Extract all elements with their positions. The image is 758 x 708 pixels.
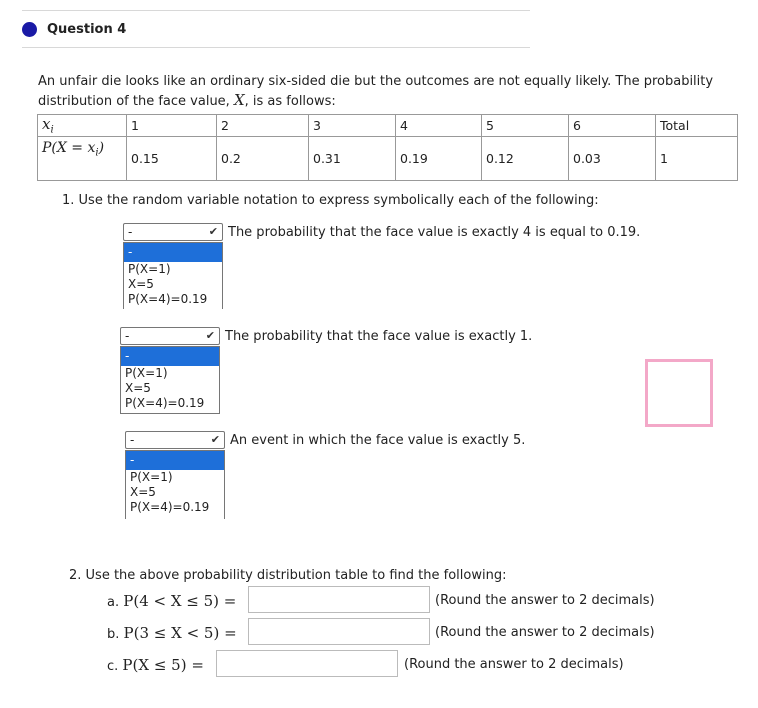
option[interactable]: - bbox=[126, 451, 224, 470]
option[interactable]: P(X=1) bbox=[128, 262, 171, 276]
part2-item-b: b. P(3 ≤ X < 5) = bbox=[107, 624, 237, 642]
chevron-down-icon: ✔ bbox=[208, 225, 218, 238]
table-cell: 0.15 bbox=[127, 137, 217, 181]
intro-variable: X bbox=[233, 91, 245, 109]
part2-item-c: c. P(X ≤ 5) = bbox=[107, 656, 204, 674]
option[interactable]: P(X=1) bbox=[125, 366, 168, 380]
chevron-down-icon: ✔ bbox=[210, 433, 220, 446]
table-cell: 1 bbox=[127, 115, 217, 137]
table-cell: 3 bbox=[309, 115, 396, 137]
chevron-down-icon: ✔ bbox=[205, 329, 215, 342]
table-cell: 4 bbox=[396, 115, 482, 137]
select-2-listbox[interactable] bbox=[120, 346, 220, 414]
part2-prompt: 2. Use the above probability distribution table to find the following: bbox=[69, 568, 507, 583]
table-cell: 1 bbox=[656, 137, 738, 181]
round-hint-a: (Round the answer to 2 decimals) bbox=[435, 593, 655, 608]
select-3-label: An event in which the face value is exactly 5. bbox=[230, 433, 526, 448]
table-cell: 0.12 bbox=[482, 137, 569, 181]
round-hint-c: (Round the answer to 2 decimals) bbox=[404, 657, 624, 672]
option[interactable]: P(X=4)=0.19 bbox=[130, 500, 210, 514]
top-divider bbox=[22, 10, 530, 11]
option[interactable]: P(X=4)=0.19 bbox=[128, 292, 208, 306]
select-3[interactable]: - ✔ bbox=[125, 431, 225, 449]
distribution-table bbox=[37, 114, 738, 181]
intro-text-2: , is as follows: bbox=[244, 94, 336, 109]
option[interactable]: - bbox=[124, 243, 222, 262]
option[interactable]: X=5 bbox=[125, 381, 151, 395]
title-divider bbox=[22, 47, 530, 48]
part2-item-a: a. P(4 < X ≤ 5) = bbox=[107, 592, 237, 610]
table-cell: 0.31 bbox=[309, 137, 396, 181]
table-cell: 6 bbox=[569, 115, 656, 137]
select-3-listbox[interactable] bbox=[125, 450, 225, 519]
table-cell: Total bbox=[656, 115, 738, 137]
table-cell: 5 bbox=[482, 115, 569, 137]
question-title: Question 4 bbox=[47, 22, 127, 37]
round-hint-b: (Round the answer to 2 decimals) bbox=[435, 625, 655, 640]
select-1-label: The probability that the face value is exactly 4 is equal to 0.19. bbox=[228, 225, 641, 240]
table-cell: 0.19 bbox=[396, 137, 482, 181]
select-1-listbox[interactable] bbox=[123, 242, 223, 309]
select-2-label: The probability that the face value is exactly 1. bbox=[225, 329, 533, 344]
question-status-icon bbox=[22, 22, 37, 37]
option[interactable]: P(X=4)=0.19 bbox=[125, 396, 205, 410]
intro-text-1: An unfair die looks like an ordinary six-sided die but the outcomes are not equally likely. The probability distribution of the face value, bbox=[38, 74, 714, 109]
table-cell: 2 bbox=[217, 115, 309, 137]
intro-text bbox=[38, 73, 738, 111]
option[interactable]: P(X=1) bbox=[130, 470, 173, 484]
select-1[interactable]: - ✔ bbox=[123, 223, 223, 241]
select-2[interactable]: - ✔ bbox=[120, 327, 220, 345]
table-cell: 0.03 bbox=[569, 137, 656, 181]
answer-input-a[interactable] bbox=[248, 586, 430, 613]
pink-outline-box bbox=[645, 359, 713, 427]
row-label-x: $x_i$ bbox=[38, 115, 127, 137]
answer-input-b[interactable] bbox=[248, 618, 430, 645]
option[interactable]: X=5 bbox=[130, 485, 156, 499]
option[interactable]: - bbox=[121, 347, 219, 366]
option[interactable]: X=5 bbox=[128, 277, 154, 291]
row-label-p: $P(X = x_i)$ bbox=[38, 137, 127, 181]
table-cell: 0.2 bbox=[217, 137, 309, 181]
table-row bbox=[38, 115, 738, 137]
answer-input-c[interactable] bbox=[216, 650, 398, 677]
table-row bbox=[38, 137, 738, 181]
part1-prompt: 1. Use the random variable notation to express symbolically each of the following: bbox=[62, 193, 599, 208]
